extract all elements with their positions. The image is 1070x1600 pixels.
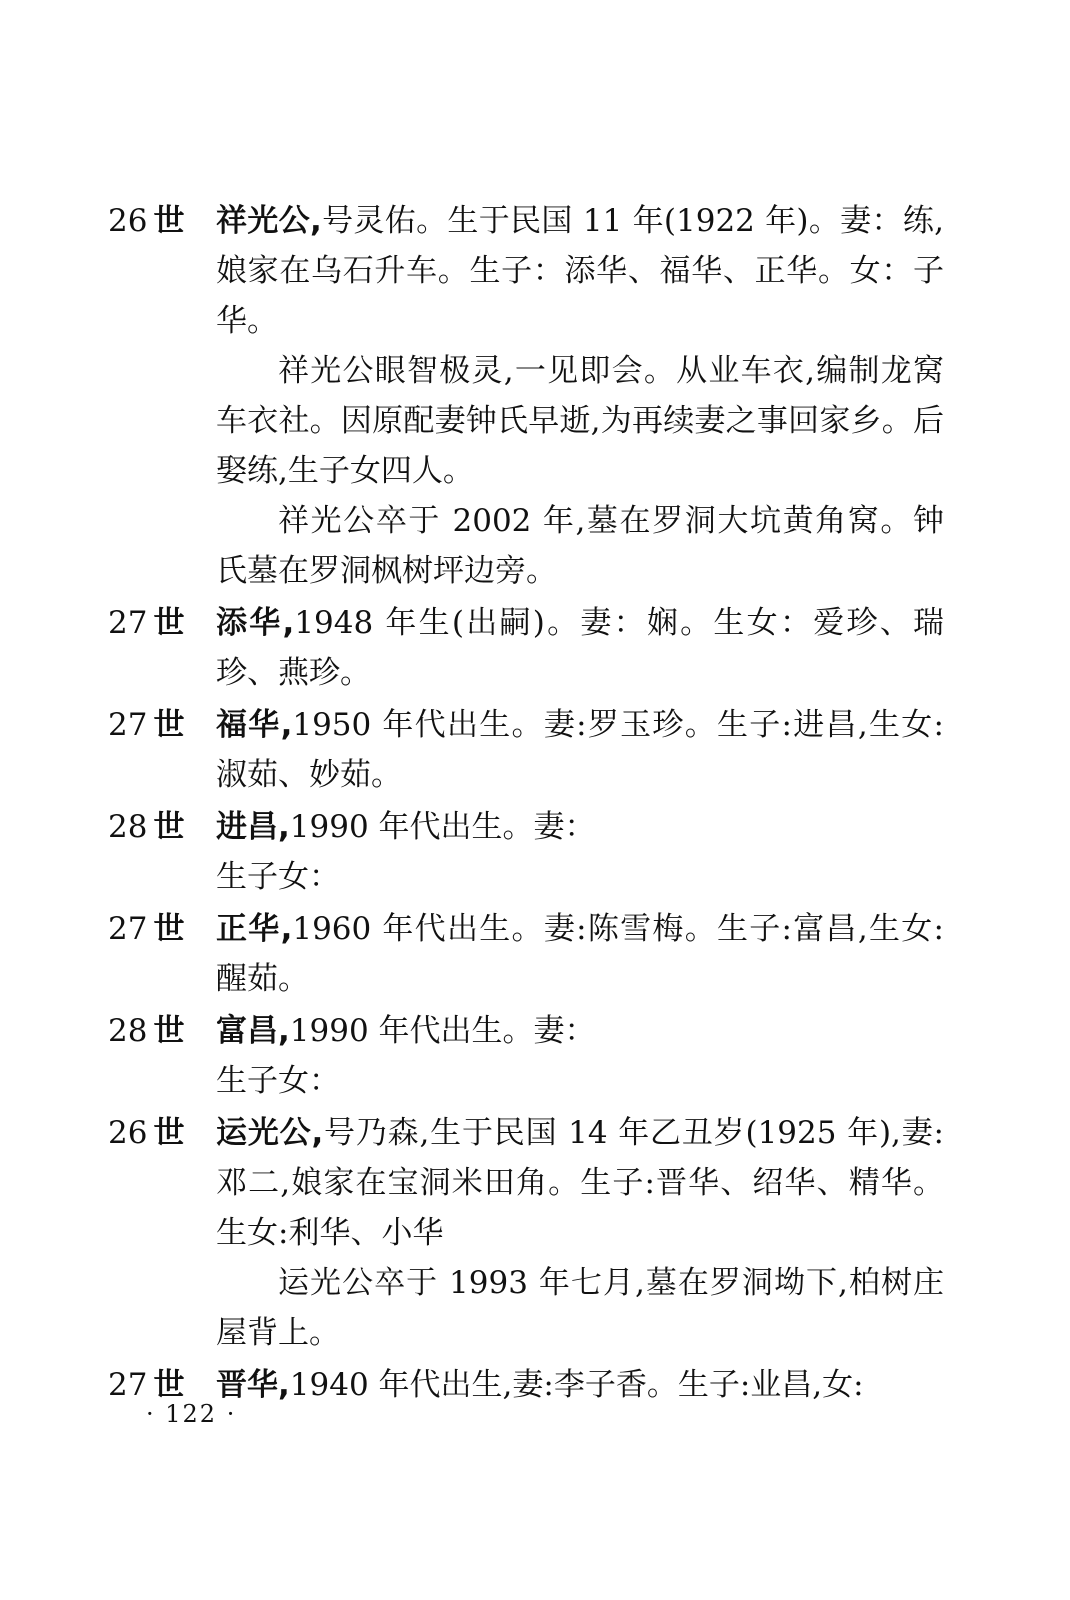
entry-27-tianhua [108, 598, 944, 698]
entry-text: 添华,1948 年生(出嗣)。妻：娴。生女：爱珍、瑞珍、燕珍。 [216, 605, 944, 691]
entry-26-xiangguang [108, 196, 944, 596]
entry-28-jinchang [108, 802, 944, 902]
generation-label: 27 世 [108, 605, 185, 641]
entry-text: 富昌,1990 年代出生。妻： 生子女： [216, 1013, 596, 1099]
generation-label: 28 世 [108, 809, 185, 845]
person-name: 运光公, [216, 1115, 324, 1151]
entry-text: 进昌,1990 年代出生。妻： 生子女： [216, 809, 596, 895]
entry-paragraph: 运光公卒于 1993 年七月,墓在罗洞坳下,柏树庄屋背上。 [216, 1265, 944, 1351]
person-name: 添华, [216, 605, 295, 641]
entry-text: 祥光公,号灵佑。生于民国 11 年(1922 年)。妻：练,娘家在乌石升车。生子：添华、福华、正华。女：子华。 祥光公眼智极灵,一见即会。从业车衣,编制龙窝车衣社。因原配妻钟氏早逝,为再续妻之事回家乡。后娶练,生子女四人。 祥光公卒于 2002 年,墓在罗洞大坑黄角窝。钟氏墓在罗洞枫树坪边旁。 [216, 196, 944, 596]
generation-label: 27 世 [108, 911, 185, 947]
entry-text: 正华,1960 年代出生。妻:陈雪梅。生子:富昌,生女:醒茹。 [216, 911, 945, 997]
person-name: 富昌, [216, 1013, 290, 1049]
person-name: 正华, [216, 911, 293, 947]
entry-text: 福华,1950 年代出生。妻:罗玉珍。生子:进昌,生女:淑茹、妙茹。 [216, 707, 945, 793]
person-name: 福华, [216, 707, 293, 743]
entry-27-zhenghua [108, 904, 944, 1004]
children-line: 生子女： [216, 859, 340, 895]
generation-label: 28 世 [108, 1013, 185, 1049]
genealogy-content [108, 196, 944, 1412]
entry-27-fuhua [108, 700, 944, 800]
entry-26-yunguang [108, 1108, 944, 1358]
person-name: 祥光公, [216, 203, 322, 239]
entry-paragraph: 祥光公卒于 2002 年,墓在罗洞大坑黄角窝。钟氏墓在罗洞枫树坪边旁。 [216, 503, 944, 589]
entry-text: 晋华,1940 年代出生,妻:李子香。生子:业昌,女: [216, 1367, 864, 1403]
generation-label: 26 世 [108, 1115, 185, 1151]
entry-paragraph: 祥光公眼智极灵,一见即会。从业车衣,编制龙窝车衣社。因原配妻钟氏早逝,为再续妻之事回家乡。后娶练,生子女四人。 [216, 353, 944, 489]
entry-28-fuchang [108, 1006, 944, 1106]
generation-label: 26 世 [108, 203, 185, 239]
entry-text: 运光公,号乃森,生于民国 14 年乙丑岁(1925 年),妻:邓二,娘家在宝洞米田角。生子:晋华、绍华、精华。生女:利华、小华 运光公卒于 1993 年七月,墓在罗洞坳下,柏树庄屋背上。 [216, 1108, 944, 1358]
person-name: 晋华, [216, 1367, 290, 1403]
children-line: 生子女： [216, 1063, 340, 1099]
person-name: 进昌, [216, 809, 290, 845]
generation-label: 27 世 [108, 1367, 185, 1403]
page-number: · 122 · [146, 1400, 237, 1428]
generation-label: 27 世 [108, 707, 185, 743]
